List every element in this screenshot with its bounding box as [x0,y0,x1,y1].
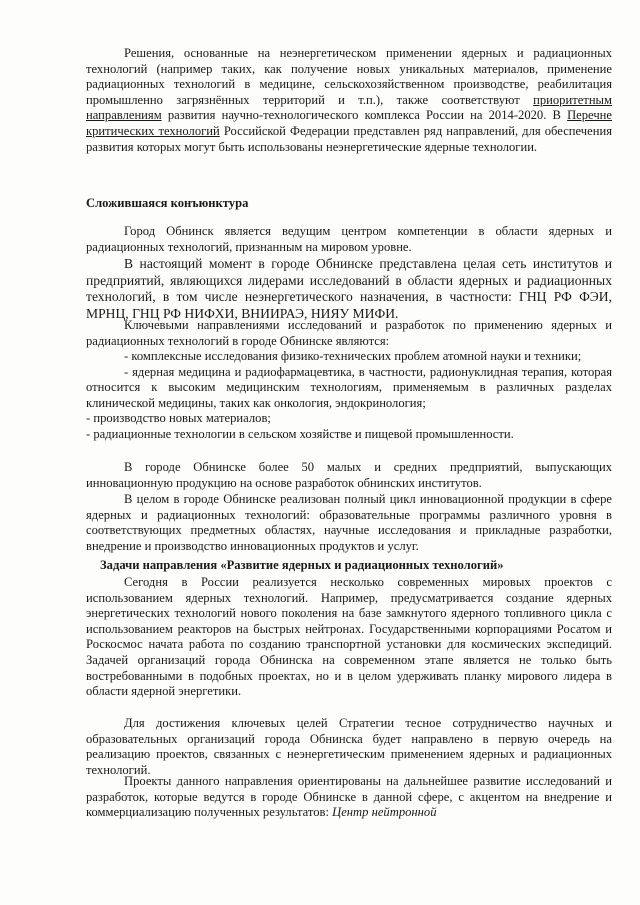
paragraph-russia-projects: Сегодня в России реализуется несколько современных мировых проектов с использованием ядерных технологий. Например, предусматривается создание ядерных энергетических технологий нового поколения на базе замкнутого ядерного топливного цикла с использованием реакторов на быстрых нейтронах. Государственными корпорациями Росатом и Роскосмос начата работа по созданию транспортной установки для космических экспедиций. Задачей организаций города Обнинска на современном этапе является не только быть востребованными в подобных проектах, но и в целом удерживать планку мирового лидера в области ядерной энергетики. [86,575,612,699]
list-item: - производство новых материалов; [86,411,271,426]
paragraph-obninsk-center: Город Обнинск является ведущим центром компетенции в области ядерных и радиационных технологий, признанным на мировом уровне. [86,224,612,254]
paragraph-text: Решения, основанные на неэнергетическом применении ядерных и радиационных технологий (например таких, как получение новых уникальных материалов, применение радиационных технологий в медицине, сельскохозяйственном производстве, реабилитация промышленно загрязнённых территорий и т.п.), также соответствуют [86,46,612,107]
paragraph-institutes: В настоящий момент в городе Обнинске представлена целая сеть институтов и предприятий, являющихся лидерами исследований в области ядерных и радиационных технологий, в том числе неэнергетического назначения, в частности: ГНЦ РФ ФЭИ, МРНЦ, ГНЦ РФ НИФХИ, ВНИИРАЭ, НИЯУ МИФИ. [86,256,612,321]
link-critical-technologies[interactable]: Перечне критических технологий [86,108,612,138]
paragraph-text: Проекты данного направления ориентированы на дальнейшее развитие исследований и разработок, которые ведутся в городе Обнинске в данной сфере, с акцентом на внедрение и коммерциализацию полученных результатов: [86,774,612,820]
section-heading-tasks: Задачи направления «Развитие ядерных и радиационных технологий» [100,558,504,572]
paragraph-full-cycle: В целом в городе Обнинске реализован полный цикл инновационной продукции в сфере ядерных и радиационных технологий: образовательные программы различного уровня в соответствующих предметных областях, научные исследования и прикладные разработки, внедрение и производство инновационных продуктов и услуг. [86,492,612,553]
paragraph-italic-text: Центр нейтронной [332,805,437,820]
paragraph-small-enterprises: В городе Обнинске более 50 малых и средних предприятий, выпускающих инновационную продукцию на основе разработок обнинских институтов. [86,460,612,490]
paragraph-key-directions: Ключевыми направлениями исследований и разработок по применению ядерных и радиационных технологий в городе Обнинске являются: [86,318,612,348]
paragraph-text: развития научно-технологического комплекса России на 2014-2020. В [161,108,568,123]
section-heading-conjuncture: Сложившаяся конъюнктура [86,196,249,210]
list-item: - комплексные исследования физико-технических проблем атомной науки и техники; [124,349,582,363]
paragraph-nonenergy-solutions [86,46,612,155]
key-directions-list [86,349,612,443]
list-item: - радиационные технологии в сельском хозяйстве и пищевой промышленности. [86,426,514,441]
paragraph-text: Российской Федерации представлен ряд направлений, для обеспечения развития которых могут быть использованы неэнергетические ядерные технологии. [86,123,612,154]
link-priority-directions[interactable]: приоритетным направлениям [86,92,612,123]
paragraph-cooperation: Для достижения ключевых целей Стратегии тесное сотрудничество научных и образовательных организаций города Обнинска будет направлено в первую очередь на реализацию проектов, связанных с неэнергетическим применением ядерных и радиационных технологий. [86,716,612,777]
list-item: - ядерная медицина и радиофармацевтика, в частности, радионуклидная терапия, которая относится к высоким медицинским технологиям, применяемым в различных разделах клинической медицины, таких как онкология, эндокринология; [86,364,612,410]
paragraph-projects-direction [86,774,612,821]
